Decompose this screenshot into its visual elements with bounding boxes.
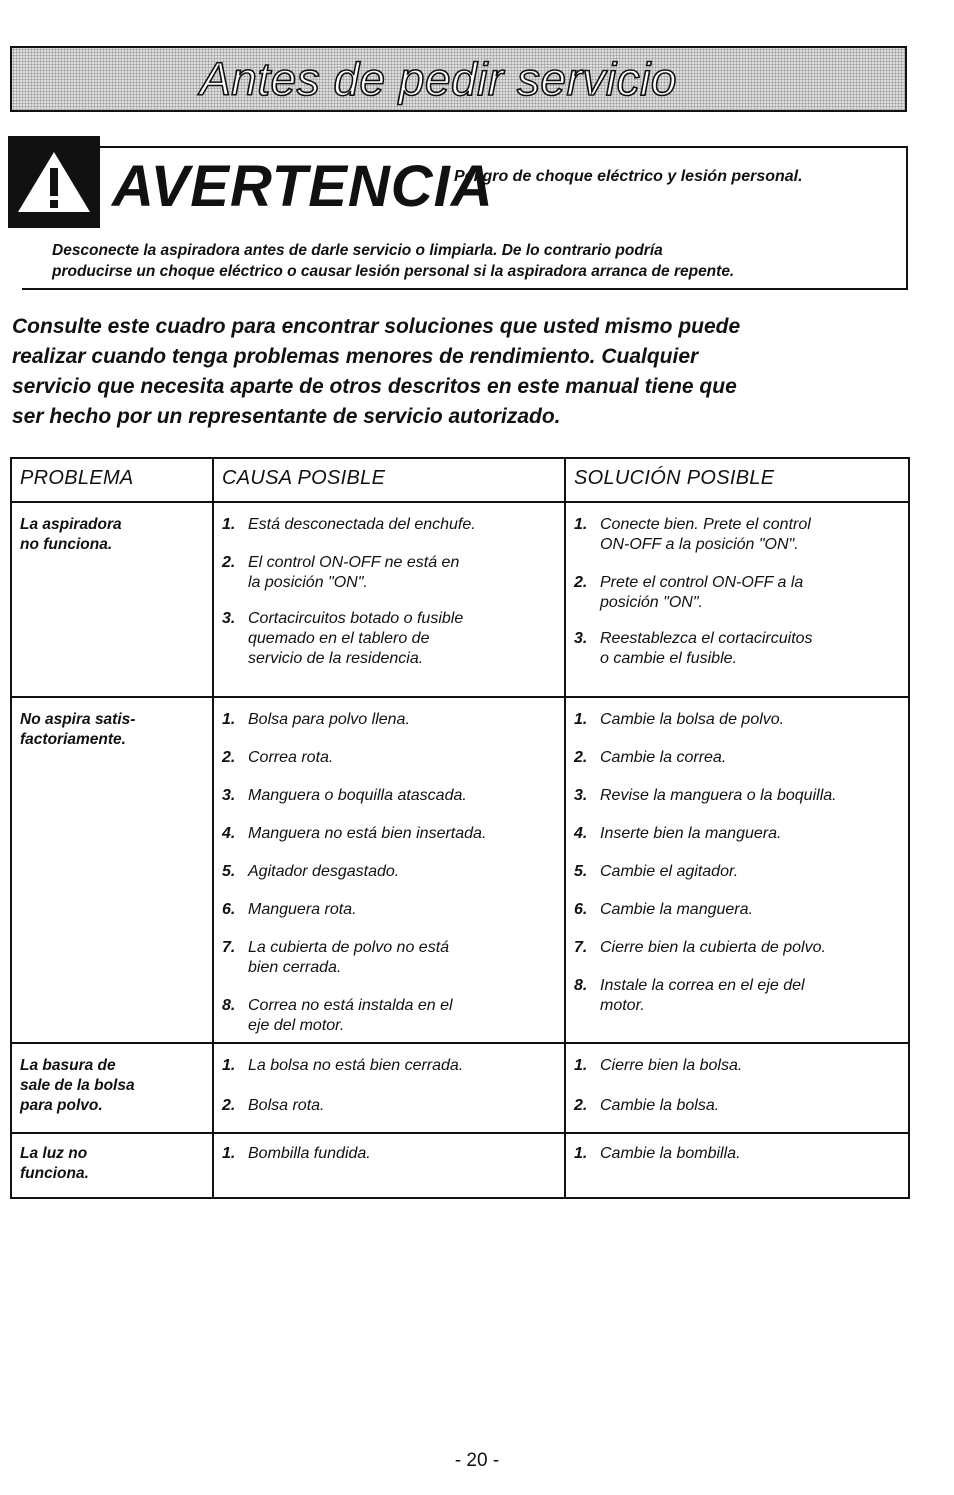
item-number: 3. bbox=[222, 610, 236, 627]
solution-text: posición "ON". bbox=[600, 594, 703, 611]
list-item bbox=[574, 786, 902, 806]
warning-icon-block bbox=[8, 136, 100, 228]
table-row bbox=[11, 1133, 909, 1198]
item-number: 3. bbox=[574, 787, 588, 804]
item-number: 2. bbox=[222, 1097, 236, 1114]
item-number: 8. bbox=[222, 997, 236, 1014]
cause-list bbox=[222, 710, 558, 1036]
item-number: 1. bbox=[222, 711, 236, 728]
list-item bbox=[222, 748, 558, 768]
problem-cell bbox=[11, 1133, 213, 1198]
list-item bbox=[222, 1144, 558, 1164]
cause-text: la posición "ON". bbox=[248, 574, 368, 591]
item-number: 1. bbox=[574, 1145, 588, 1162]
problem-line: no funciona. bbox=[20, 536, 113, 553]
warning-text-line: Desconecte la aspiradora antes de darle servicio o limpiarla. De lo contrario podría bbox=[52, 242, 663, 259]
table-row bbox=[11, 502, 909, 697]
problem-line: No aspira satis- bbox=[20, 711, 136, 728]
cause-text: Manguera o boquilla atascada. bbox=[248, 787, 467, 804]
item-number: 5. bbox=[574, 863, 588, 880]
cause-list bbox=[222, 1056, 558, 1116]
item-number: 1. bbox=[574, 1057, 588, 1074]
item-number: 2. bbox=[574, 749, 588, 766]
problem-cell bbox=[11, 1043, 213, 1133]
list-item bbox=[574, 862, 902, 882]
solution-text: Revise la manguera o la boquilla. bbox=[600, 787, 837, 804]
problem-line: La basura de bbox=[20, 1057, 116, 1074]
list-item bbox=[574, 824, 902, 844]
list-item bbox=[222, 1056, 558, 1076]
item-number: 7. bbox=[574, 939, 588, 956]
item-number: 8. bbox=[574, 977, 588, 994]
cause-cell bbox=[213, 1133, 565, 1198]
table-body bbox=[11, 502, 909, 1198]
solution-text: Cambie la manguera. bbox=[600, 901, 753, 918]
cause-text: La cubierta de polvo no está bbox=[248, 939, 450, 956]
intro-line: servicio que necesita aparte de otros descritos en este manual tiene que bbox=[12, 375, 737, 398]
problem-cell bbox=[11, 697, 213, 1043]
problem-line: La aspiradora bbox=[20, 516, 122, 533]
item-number: 2. bbox=[222, 554, 236, 571]
solution-cell bbox=[565, 502, 909, 697]
list-item bbox=[574, 515, 902, 555]
warning-triangle-icon bbox=[16, 150, 92, 214]
table-row bbox=[11, 1043, 909, 1133]
cause-list bbox=[222, 515, 558, 669]
problem-line: factoriamente. bbox=[20, 731, 126, 748]
item-number: 1. bbox=[222, 1145, 236, 1162]
list-item bbox=[222, 710, 558, 730]
list-item bbox=[222, 862, 558, 882]
intro-line: realizar cuando tenga problemas menores de rendimiento. Cualquier bbox=[12, 345, 699, 368]
solution-text: ON-OFF a la posición "ON". bbox=[600, 536, 799, 553]
cause-text: Manguera rota. bbox=[248, 901, 357, 918]
cause-text: Correa rota. bbox=[248, 749, 334, 766]
solution-text: Cambie el agitador. bbox=[600, 863, 739, 880]
troubleshooting-table bbox=[10, 457, 910, 1199]
item-number: 1. bbox=[222, 516, 236, 533]
list-item bbox=[574, 748, 902, 768]
cause-text: Bombilla fundida. bbox=[248, 1145, 371, 1162]
solution-text: Cambie la bombilla. bbox=[600, 1145, 741, 1162]
list-item bbox=[574, 573, 902, 613]
list-item bbox=[222, 515, 558, 535]
solution-text: o cambie el fusible. bbox=[600, 650, 737, 667]
cause-text: eje del motor. bbox=[248, 1017, 345, 1034]
solution-text: Reestablezca el cortacircuitos bbox=[600, 630, 813, 647]
cause-text: Está desconectada del enchufe. bbox=[248, 516, 476, 533]
item-number: 5. bbox=[222, 863, 236, 880]
warning-word: AVERTENCIA bbox=[112, 154, 494, 219]
list-item bbox=[574, 710, 902, 730]
table-header-row bbox=[11, 458, 909, 502]
list-item bbox=[574, 976, 902, 1016]
cause-cell bbox=[213, 697, 565, 1043]
list-item bbox=[574, 900, 902, 920]
solution-text: Cambie la bolsa. bbox=[600, 1097, 720, 1114]
cause-text: La bolsa no está bien cerrada. bbox=[248, 1057, 464, 1074]
item-number: 2. bbox=[222, 749, 236, 766]
section-banner bbox=[10, 46, 907, 112]
item-number: 6. bbox=[574, 901, 588, 918]
solution-text: Cierre bien la bolsa. bbox=[600, 1057, 743, 1074]
cause-text: Manguera no está bien insertada. bbox=[248, 825, 487, 842]
solution-text: Instale la correa en el eje del bbox=[600, 977, 805, 994]
page-number: - 20 - bbox=[454, 1450, 500, 1471]
item-number: 4. bbox=[222, 825, 236, 842]
warning-text bbox=[52, 240, 902, 282]
solution-list bbox=[574, 710, 902, 1016]
problem-cell bbox=[11, 502, 213, 697]
warning-text-line: producirse un choque eléctrico o causar lesión personal si la aspiradora arranca de repente. bbox=[52, 263, 735, 280]
cause-text: Bolsa rota. bbox=[248, 1097, 325, 1114]
list-item bbox=[222, 938, 558, 978]
table-row bbox=[11, 697, 909, 1043]
item-number: 3. bbox=[574, 630, 588, 647]
item-number: 1. bbox=[222, 1057, 236, 1074]
item-number: 7. bbox=[222, 939, 236, 956]
solution-list bbox=[574, 515, 902, 669]
solution-cell bbox=[565, 1133, 909, 1198]
intro-line: ser hecho por un representante de servicio autorizado. bbox=[12, 405, 561, 428]
problem-line: La luz no bbox=[20, 1145, 88, 1162]
list-item bbox=[222, 1096, 558, 1116]
solution-text: Conecte bien. Prete el control bbox=[600, 516, 811, 533]
banner-title: Antes de pedir servicio bbox=[200, 53, 677, 105]
cause-cell bbox=[213, 1043, 565, 1133]
cause-text: El control ON-OFF ne está en bbox=[248, 554, 460, 571]
list-item bbox=[574, 1056, 902, 1076]
intro-paragraph bbox=[12, 312, 912, 432]
list-item bbox=[222, 553, 558, 593]
solution-list bbox=[574, 1056, 902, 1116]
list-item bbox=[222, 786, 558, 806]
cause-text: bien cerrada. bbox=[248, 959, 342, 976]
list-item bbox=[574, 938, 902, 958]
solution-text: Cambie la correa. bbox=[600, 749, 727, 766]
item-number: 1. bbox=[574, 516, 588, 533]
solution-text: Inserte bien la manguera. bbox=[600, 825, 782, 842]
item-number: 4. bbox=[574, 825, 588, 842]
cause-text: Agitador desgastado. bbox=[248, 863, 400, 880]
list-item bbox=[574, 629, 902, 669]
item-number: 2. bbox=[574, 1097, 588, 1114]
intro-line: Consulte este cuadro para encontrar soluciones que usted mismo puede bbox=[12, 315, 741, 338]
solution-cell bbox=[565, 1043, 909, 1133]
cause-text: Cortacircuitos botado o fusible bbox=[248, 610, 464, 627]
item-number: 6. bbox=[222, 901, 236, 918]
list-item bbox=[574, 1096, 902, 1116]
cause-list bbox=[222, 1144, 558, 1164]
list-item bbox=[574, 1144, 902, 1164]
cause-text: Bolsa para polvo llena. bbox=[248, 711, 410, 728]
problem-line: funciona. bbox=[20, 1165, 89, 1182]
item-number: 1. bbox=[574, 711, 588, 728]
warning-subtitle: Peligro de choque eléctrico y lesión personal. bbox=[454, 168, 803, 185]
solution-text: Cambie la bolsa de polvo. bbox=[600, 711, 785, 728]
list-item bbox=[222, 824, 558, 844]
solution-text: Cierre bien la cubierta de polvo. bbox=[600, 939, 826, 956]
solution-text: motor. bbox=[600, 997, 645, 1014]
list-item bbox=[222, 900, 558, 920]
solution-list bbox=[574, 1144, 902, 1164]
item-number: 2. bbox=[574, 574, 588, 591]
solution-cell bbox=[565, 697, 909, 1043]
problem-line: para polvo. bbox=[20, 1097, 103, 1114]
cause-text: quemado en el tablero de bbox=[248, 630, 430, 647]
list-item bbox=[222, 609, 558, 669]
cause-text: servicio de la residencia. bbox=[248, 650, 424, 667]
problem-line: sale de la bolsa bbox=[20, 1077, 135, 1094]
header-cause: CAUSA POSIBLE bbox=[213, 458, 565, 502]
header-solution: SOLUCIÓN POSIBLE bbox=[565, 458, 909, 502]
solution-text: Prete el control ON-OFF a la bbox=[600, 574, 804, 591]
header-problem: PROBLEMA bbox=[11, 458, 213, 502]
cause-cell bbox=[213, 502, 565, 697]
list-item bbox=[222, 996, 558, 1036]
item-number: 3. bbox=[222, 787, 236, 804]
cause-text: Correa no está instalda en el bbox=[248, 997, 453, 1014]
